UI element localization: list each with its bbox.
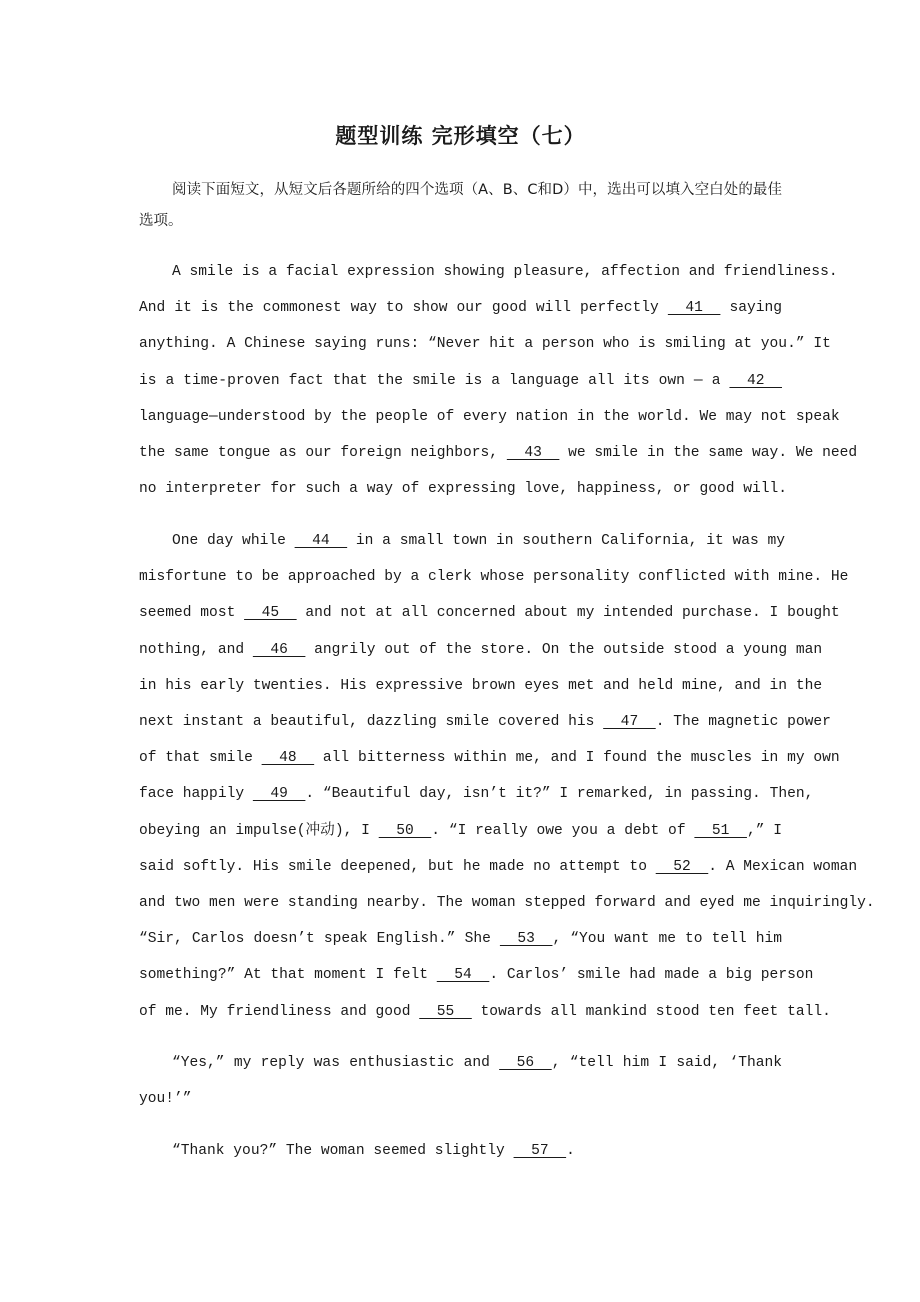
line-text: , “tell him I said, ‘Thank bbox=[551, 1055, 782, 1071]
line-text: “Thank you?” The woman seemed slightly bbox=[172, 1143, 514, 1159]
text-line bbox=[139, 740, 840, 776]
line-text: you!’” bbox=[139, 1091, 192, 1108]
text-line bbox=[139, 435, 858, 471]
text-line bbox=[139, 595, 840, 631]
blank-43[interactable]: 43 bbox=[506, 445, 560, 462]
blank-46[interactable]: 46 bbox=[252, 641, 306, 658]
line-text: and not at all concerned about my intended purchase. I bought bbox=[296, 605, 840, 622]
line-text: seemed most bbox=[139, 605, 245, 622]
blank-54[interactable]: 54 bbox=[436, 967, 490, 984]
paragraph-3 bbox=[139, 1045, 782, 1117]
text-line bbox=[139, 776, 814, 812]
instructions: 阅读下面短文，从短文后各题所给的四个选项（A、B、C和D）中，选出可以填入空白处的最佳选项。 bbox=[139, 182, 782, 229]
line-text: language—understood by the people of every nation in the world. We may not speak bbox=[139, 408, 840, 425]
line-text: And it is the commonest way to show our good will perfectly bbox=[139, 300, 668, 317]
line-text: ,” I bbox=[746, 822, 783, 839]
text-line bbox=[139, 704, 831, 740]
line-text: something?” At that moment I felt bbox=[139, 967, 437, 984]
line-text: said softly. His smile deepened, but he made no attempt to bbox=[139, 858, 656, 875]
line-text: . bbox=[566, 1143, 575, 1159]
text-line bbox=[139, 363, 782, 399]
blank-45[interactable]: 45 bbox=[244, 605, 297, 622]
line-text: . “Beautiful day, isn’t it?” I remarked, in passing. Then, bbox=[305, 786, 814, 803]
text-line bbox=[139, 254, 838, 290]
document-title: 题型训练 完形填空（七） bbox=[335, 123, 586, 148]
line-text: no interpreter for such a way of expressing love, happiness, or good will. bbox=[139, 481, 788, 498]
text-line bbox=[139, 668, 823, 704]
text-line bbox=[139, 1133, 782, 1169]
text-line bbox=[139, 994, 831, 1030]
line-text: is a time-proven fact that the smile is a language all its own — a bbox=[139, 372, 730, 389]
line-text: . “I really owe you a debt of bbox=[431, 822, 695, 839]
blank-52[interactable]: 52 bbox=[655, 858, 709, 875]
line-text: in a small town in southern California, it was my bbox=[347, 533, 786, 549]
line-text: the same tongue as our foreign neighbors, bbox=[139, 445, 507, 462]
text-line bbox=[139, 885, 875, 921]
line-text: face happily bbox=[139, 786, 253, 803]
line-text: misfortune to be approached by a clerk whose personality conflicted with mine. He bbox=[139, 569, 849, 586]
line-text: in his early twenties. His expressive brown eyes met and held mine, and in the bbox=[139, 677, 823, 694]
line-text: of that smile bbox=[139, 750, 262, 767]
line-text: , “You want me to tell him bbox=[552, 931, 782, 948]
line-text: . The magnetic power bbox=[655, 714, 831, 731]
paragraph-2 bbox=[139, 523, 875, 1030]
text-line bbox=[139, 1081, 782, 1117]
blank-44[interactable]: 44 bbox=[294, 533, 348, 549]
paragraph-4 bbox=[139, 1133, 782, 1169]
text-line bbox=[139, 290, 782, 326]
line-text: towards all mankind stood ten feet tall. bbox=[471, 1003, 831, 1020]
paragraph-1 bbox=[139, 254, 858, 507]
line-text: A smile is a facial expression showing pleasure, affection and friendliness. bbox=[172, 264, 838, 280]
line-text: “Yes,” my reply was enthusiastic and bbox=[172, 1055, 500, 1071]
line-text: all bitterness within me, and I found the muscles in my own bbox=[314, 750, 840, 767]
text-line bbox=[139, 523, 786, 559]
line-text: and two men were standing nearby. The woman stepped forward and eyed me inquiringly. bbox=[139, 895, 875, 912]
text-line bbox=[139, 471, 788, 507]
blank-50[interactable]: 50 bbox=[378, 822, 432, 839]
line-text: “Sir, Carlos doesn’t speak English.” She bbox=[139, 931, 500, 948]
line-text: obeying an impulse(冲动), I bbox=[139, 822, 379, 839]
line-text: . Carlos’ smile had made a big person bbox=[489, 967, 814, 984]
text-line bbox=[139, 632, 823, 668]
text-line bbox=[139, 1045, 782, 1081]
blank-57[interactable]: 57 bbox=[513, 1143, 567, 1159]
line-text: nothing, and bbox=[139, 641, 253, 658]
blank-56[interactable]: 56 bbox=[499, 1055, 552, 1071]
blank-47[interactable]: 47 bbox=[603, 714, 656, 731]
line-text: anything. A Chinese saying runs: “Never hit a person who is smiling at you.” It bbox=[139, 336, 831, 353]
blank-51[interactable]: 51 bbox=[694, 822, 747, 839]
blank-49[interactable]: 49 bbox=[252, 786, 306, 803]
blank-48[interactable]: 48 bbox=[261, 750, 315, 767]
text-line bbox=[139, 813, 782, 849]
text-line bbox=[139, 921, 782, 957]
text-line bbox=[139, 957, 814, 993]
blank-41[interactable]: 41 bbox=[667, 300, 721, 317]
blank-53[interactable]: 53 bbox=[499, 931, 553, 948]
line-text: . A Mexican woman bbox=[708, 858, 858, 875]
text-line bbox=[139, 849, 858, 885]
line-text: angrily out of the store. On the outside stood a young man bbox=[305, 641, 823, 658]
line-text: we smile in the same way. We need bbox=[559, 445, 858, 462]
line-text: next instant a beautiful, dazzling smile covered his bbox=[139, 714, 604, 731]
line-text: One day while bbox=[172, 533, 295, 549]
blank-42[interactable]: 42 bbox=[729, 372, 782, 389]
text-line bbox=[139, 399, 840, 435]
text-line bbox=[139, 559, 849, 595]
line-text: saying bbox=[720, 300, 782, 317]
line-text: of me. My friendliness and good bbox=[139, 1003, 420, 1020]
text-line bbox=[139, 326, 831, 362]
blank-55[interactable]: 55 bbox=[419, 1003, 472, 1020]
